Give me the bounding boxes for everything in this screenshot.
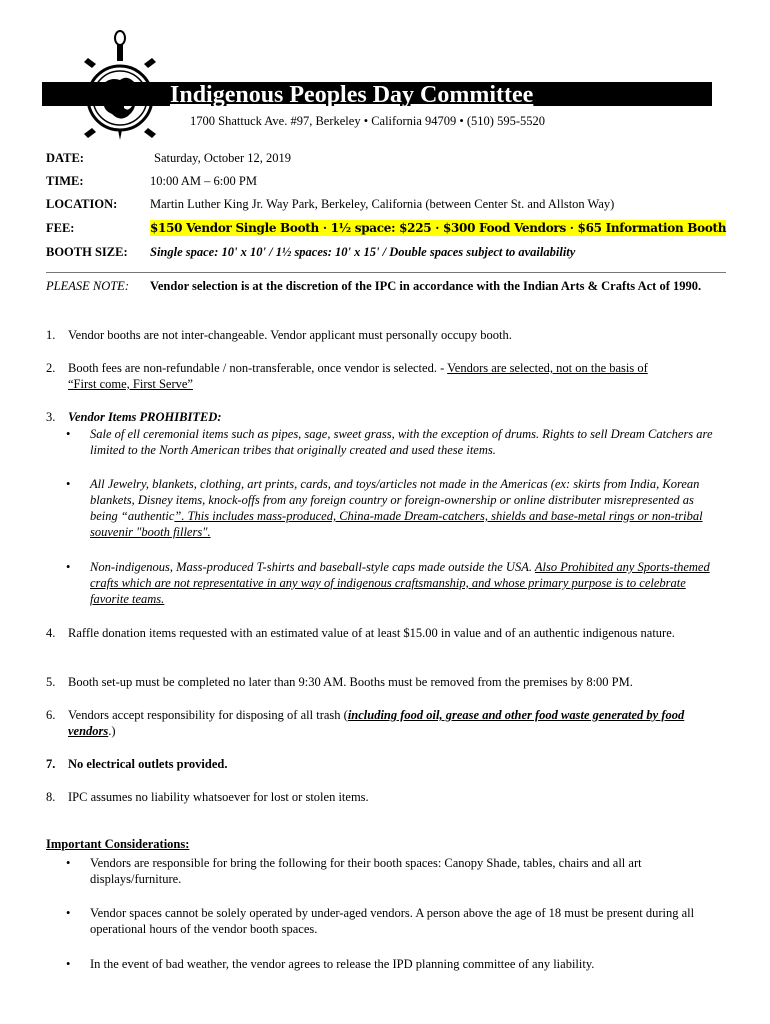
date-label: DATE: xyxy=(46,151,84,165)
bullet-text-underlined: ”. This includes mass-produced, China-made Dream-catchers, shields and base-metal rings or non-tribal souvenir "booth fillers". xyxy=(90,509,703,539)
fee-value: $150 Vendor Single Booth · 1½ space: $225 · $300 Food Vendors · $65 Information Booth xyxy=(150,221,727,235)
bullet-symbol: • xyxy=(66,560,71,574)
bullet-symbol: • xyxy=(66,856,71,870)
rule-number: 4. xyxy=(46,626,56,640)
divider xyxy=(46,272,726,273)
rule-number: 7. xyxy=(46,757,56,771)
bullet-symbol: • xyxy=(66,477,71,491)
rule-number: 1. xyxy=(46,328,56,342)
rule-number: 8. xyxy=(46,790,56,804)
rule-number: 5. xyxy=(46,675,56,689)
page-title: Indigenous Peoples Day Committee xyxy=(170,82,534,108)
bullet-text-underlined: Also Prohibited any Sports-themed crafts which are not representative in any way of indigenous craftsmanship, and whose primary purpose is to celebrate favorite teams. xyxy=(90,560,710,606)
rule-text: No electrical outlets provided. xyxy=(68,757,228,771)
rule-text xyxy=(68,707,728,739)
note-text: Vendor selection is at the discretion of the IPC in accordance with the Indian Arts & Crafts Act of 1990. xyxy=(150,279,702,293)
turtle-logo xyxy=(78,18,162,142)
rule-number: 3. xyxy=(46,410,56,424)
rule-text-underlined: “First come, First Serve” xyxy=(68,377,193,391)
rule-text-part: .) xyxy=(108,724,116,738)
location-label: LOCATION: xyxy=(46,197,118,211)
rule-text-emphasis: including food oil, grease and other food waste generated by food vendors xyxy=(68,708,685,738)
rule-number: 6. xyxy=(46,708,56,722)
bullet-text-part: Non-indigenous, Mass-produced T-shirts and baseball-style caps made outside the USA. xyxy=(90,560,535,574)
bullet-text: Vendors are responsible for bring the following for their booth spaces: Canopy Shade, tables, chairs and all art displays/furniture. xyxy=(90,856,642,886)
booth-value: Single space: 10' x 10' / 1½ spaces: 10' x 15' / Double spaces subject to availability xyxy=(150,245,576,259)
rule-text-part: Booth fees are non-refundable / non-transferable, once vendor is selected. - xyxy=(68,361,448,375)
rule-text xyxy=(68,360,728,392)
location-value: Martin Luther King Jr. Way Park, Berkeley, California (between Center St. and Allston Way) xyxy=(150,197,615,211)
bullet-symbol: • xyxy=(66,906,71,920)
rule-text: Vendor booths are not inter-changeable. Vendor applicant must personally occupy booth. xyxy=(68,328,512,342)
considerations-heading: Important Considerations: xyxy=(46,837,190,851)
bullet-text xyxy=(90,559,720,607)
time-label: TIME: xyxy=(46,174,84,188)
note-label: PLEASE NOTE: xyxy=(46,279,129,293)
bullet-text xyxy=(90,476,720,540)
time-value: 10:00 AM – 6:00 PM xyxy=(150,174,257,188)
rule-text: Booth set-up must be completed no later than 9:30 AM. Booths must be removed from the premises by 8:00 PM. xyxy=(68,675,633,689)
address: 1700 Shattuck Ave. #97, Berkeley • California 94709 • (510) 595-5520 xyxy=(190,114,545,128)
bullet-text: Sale of ell ceremonial items such as pipes, sage, sweet grass, with the exception of drums. Rights to sell Dream Catchers are limited to the North American tribes that originally created and used these items. xyxy=(90,427,713,457)
rule-number: 2. xyxy=(46,361,56,375)
booth-label: BOOTH SIZE: xyxy=(46,245,128,259)
date-value: Saturday, October 12, 2019 xyxy=(154,151,292,165)
rule-heading: Vendor Items PROHIBITED: xyxy=(68,410,222,424)
bullet-text: Vendor spaces cannot be solely operated by under-aged vendors. A person above the age of 18 must be present during all operational hours of the vendor booth spaces. xyxy=(90,906,695,936)
rule-text-part: Vendors accept responsibility for disposing of all trash ( xyxy=(68,708,348,722)
bullet-symbol: • xyxy=(66,957,71,971)
rule-text: Raffle donation items requested with an estimated value of at least $15.00 in value and of an authentic indigenous nature. xyxy=(68,626,675,640)
rule-text-underlined: Vendors are selected, not on the basis of xyxy=(447,361,648,375)
bullet-symbol: • xyxy=(66,427,71,441)
title-bar xyxy=(42,82,712,106)
fee-label: FEE: xyxy=(46,221,75,235)
rule-text: IPC assumes no liability whatsoever for lost or stolen items. xyxy=(68,790,369,804)
bullet-text: In the event of bad weather, the vendor agrees to release the IPD planning committee of any liability. xyxy=(90,957,595,971)
bullet-text-part: All Jewelry, blankets, clothing, art prints, cards, and toys/articles not made in the Americas (ex: skirts from India, Korean blankets, Disney items, knock-offs from any foreign country or foreign-ownership or online distributer misrepresented as being “authentic xyxy=(90,477,700,523)
